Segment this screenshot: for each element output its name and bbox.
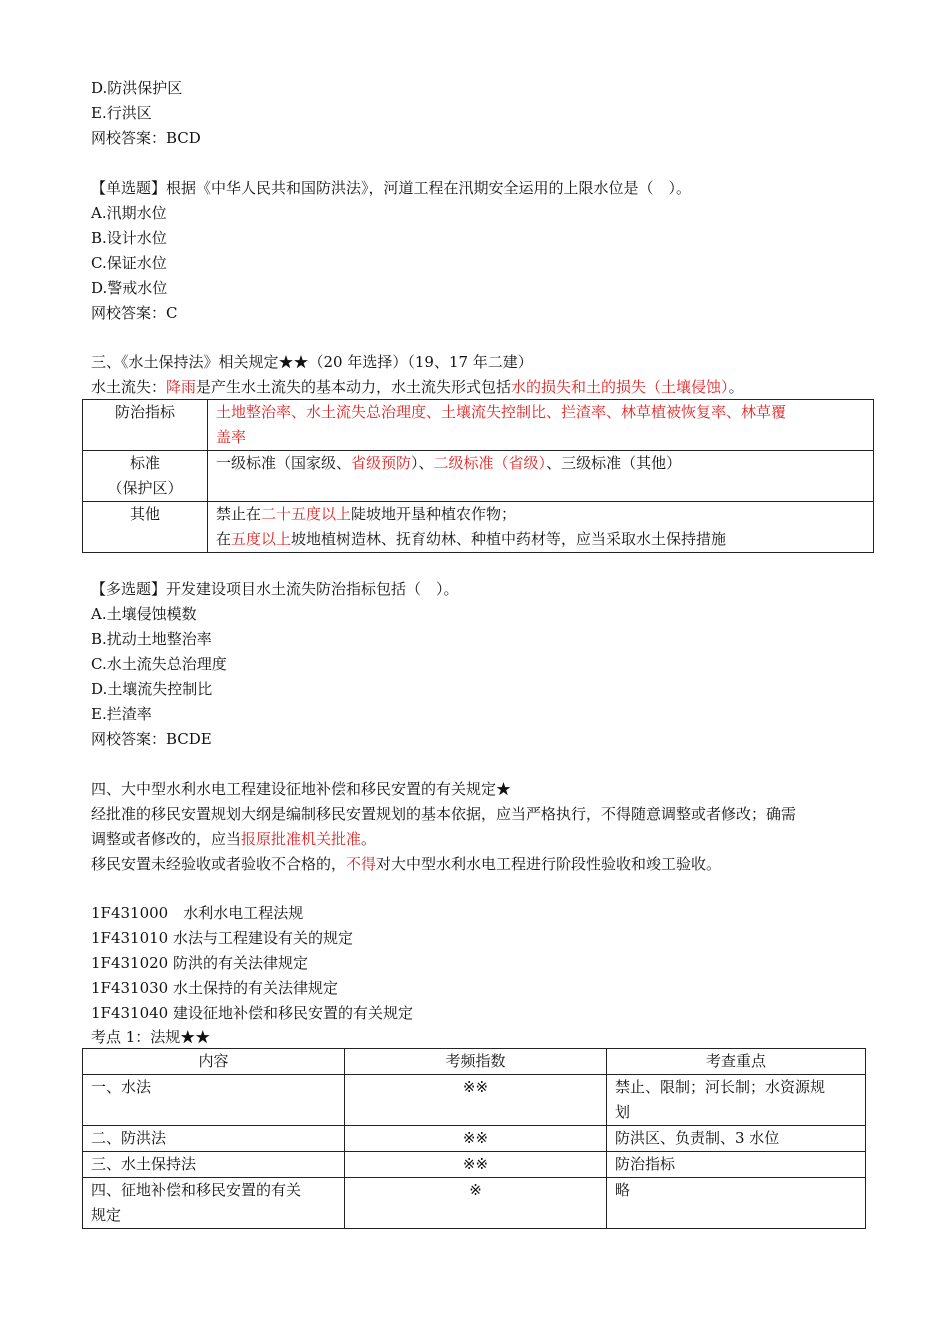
content-text: 禁止在 [216,505,262,523]
content-highlight: 省级预防 [351,454,412,472]
answer-line: 网校答案：BCD [91,129,201,147]
table-row [83,1075,866,1126]
cell-content: 二、防洪法 [83,1126,345,1152]
toc-item: 1F431010 水法与工程建设有关的规定 [91,929,353,947]
label-line: （保护区） [107,479,183,497]
table-row [83,502,874,553]
cell-freq: ※※ [345,1152,607,1178]
label-line: 标准 [129,454,160,472]
content-highlight: 二级标准（省级） [433,454,547,472]
section-intro [91,375,744,400]
content-line [216,527,865,552]
paragraph-text: 调整或者修改的，应当 [91,830,242,848]
table-row [83,1126,866,1152]
intro-text: 水土流失： [91,378,167,396]
option-a: A.汛期水位 [91,204,167,222]
cell-freq: ※※ [345,1075,607,1126]
row-content [208,451,874,502]
toc-item: 1F431020 防洪的有关法律规定 [91,954,308,972]
content-line: 土地整治率、水土流失总治理度、土壤流失控制比、拦渣率、林草植被恢复率、林草覆 [216,403,787,421]
content-text: 坡地植树造林、抚育幼林、种植中药材等，应当采取水土保持措施 [291,530,727,548]
content-highlight: 二十五度以上 [261,505,352,523]
cell-content: 一、水法 [83,1075,345,1126]
option-b: B.设计水位 [91,229,167,247]
content-line [216,502,865,527]
section-heading: 三、《水土保持法》相关规定★★（20 年选择）（19、17 年二建） [91,353,533,371]
content-text: ）、 [411,454,434,472]
cell-focus [607,1075,866,1126]
cell-freq: ※※ [345,1126,607,1152]
intro-text: 。 [728,378,744,396]
intro-text: 是产生水土流失的基本动力，水土流失形式包括 [196,378,512,396]
content-line: 规定 [91,1206,122,1224]
table-row [83,1152,866,1178]
option-c: C.水土流失总治理度 [91,655,227,673]
soil-conservation-table [82,399,874,553]
answer-line: 网校答案：C [91,304,178,322]
row-content [208,502,874,553]
option-d: D.警戒水位 [91,279,168,297]
option-d: D.防洪保护区 [91,79,183,97]
column-header: 内容 [83,1049,345,1075]
content-text: 陡坡地开垦种植农作物； [351,505,517,523]
table-row [83,451,874,502]
paragraph-text: 对大中型水利水电工程进行阶段性验收和竣工验收。 [376,855,722,873]
paragraph-line [91,827,376,852]
cell-content: 三、水土保持法 [83,1152,345,1178]
column-header: 考频指数 [345,1049,607,1075]
content-highlight: 五度以上 [231,530,292,548]
option-c: C.保证水位 [91,254,167,272]
cell-content [83,1178,345,1229]
cell-focus: 防洪区、负责制、3 水位 [607,1126,866,1152]
option-e: E.拦渣率 [91,705,152,723]
paragraph-highlight: 不得 [346,855,377,873]
option-d: D.土壤流失控制比 [91,680,213,698]
intro-highlight: 降雨 [166,378,197,396]
row-label: 其他 [83,502,208,553]
paragraph-line: 经批准的移民安置规划大纲是编制移民安置规划的基本依据，应当严格执行，不得随意调整或者修改；确需 [91,805,797,823]
table-row [83,400,874,451]
content-text: 在 [216,530,232,548]
focus-line: 禁止、限制；河长制；水资源规 [615,1078,826,1096]
paragraph-text: 移民安置未经验收或者验收不合格的， [91,855,347,873]
option-e: E.行洪区 [91,104,152,122]
question-stem: 【单选题】根据《中华人民共和国防洪法》，河道工程在汛期安全运用的上限水位是（ ）。 [91,179,692,197]
toc-item: 1F431040 建设征地补偿和移民安置的有关规定 [91,1004,413,1022]
option-a: A.土壤侵蚀模数 [91,605,197,623]
question-stem: 【多选题】开发建设项目水土流失防治指标包括（ ）。 [91,580,459,598]
column-header: 考查重点 [607,1049,866,1075]
row-label [83,451,208,502]
cell-focus: 防治指标 [607,1152,866,1178]
cell-focus: 略 [607,1178,866,1229]
toc-item: 1F431000 水利水电工程法规 [91,904,304,922]
cell-freq: ※ [345,1178,607,1229]
option-b: B.扰动土地整治率 [91,630,212,648]
row-label: 防治指标 [83,400,208,451]
intro-highlight: 水的损失和土的损失（土壤侵蚀） [511,378,729,396]
paragraph-highlight: 报原批准机关批准 [241,830,362,848]
row-content [208,400,874,451]
table-row [83,1178,866,1229]
table-header-row [83,1049,866,1075]
paragraph-text: 。 [361,830,377,848]
content-line: 四、征地补偿和移民安置的有关 [91,1181,302,1199]
content-text: 、三级标准（其他） [546,454,682,472]
focus-line: 划 [615,1103,631,1121]
summary-table [82,1048,866,1229]
answer-line: 网校答案：BCDE [91,730,212,748]
content-text: 一级标准（国家级、 [216,454,352,472]
toc-item: 1F431030 水土保持的有关法律规定 [91,979,338,997]
paragraph-line [91,852,721,877]
content-line: 盖率 [216,428,247,446]
summary-title: 考点 1：法规★★ [91,1028,211,1046]
section-heading: 四、大中型水利水电工程建设征地补偿和移民安置的有关规定★ [91,780,512,798]
